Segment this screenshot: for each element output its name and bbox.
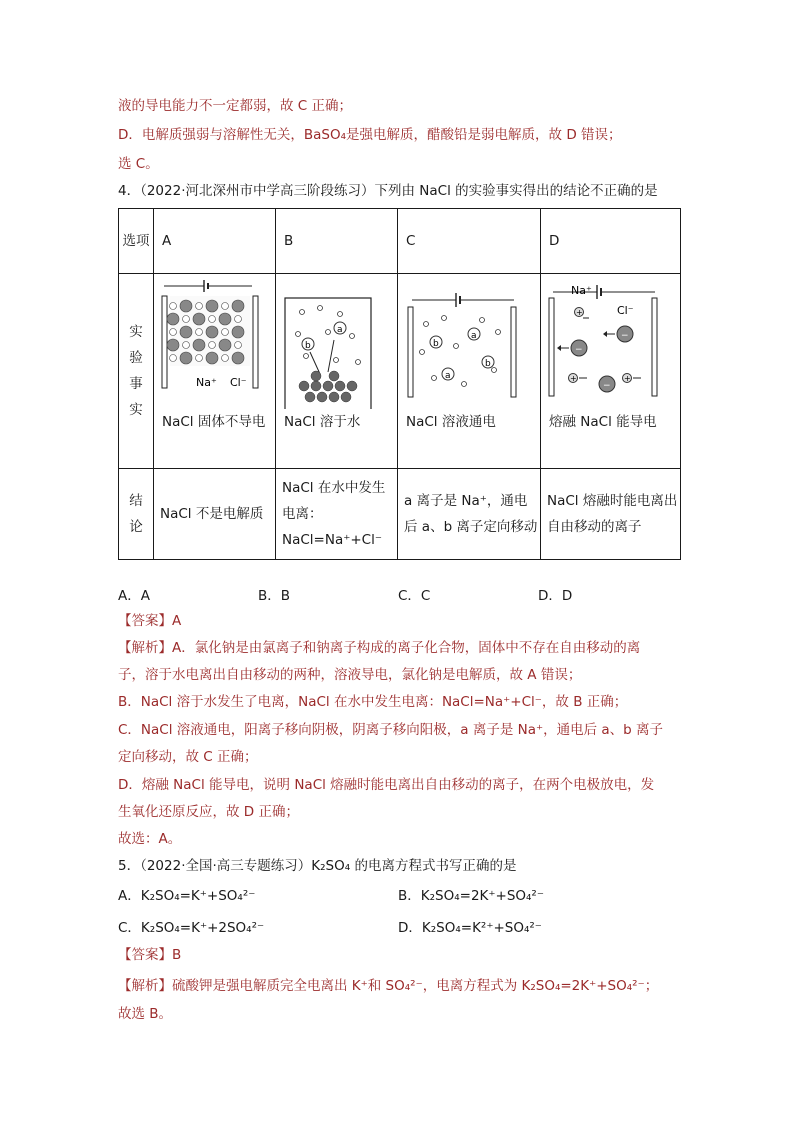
q5-choice-d: D．K₂SO₄=K²⁺+SO₄²⁻ (398, 920, 542, 936)
analysis-line-6: D．熔融 NaCl 能导电，说明 NaCl 熔融时能电离出自由移动的离子，在两个电极放电，发 (118, 777, 655, 793)
minus-sign-3: − (603, 381, 611, 391)
cl-label-d: Cl⁻ (617, 304, 634, 317)
option-d-header: D (541, 209, 681, 274)
question-4-answer: 【答案】A (118, 613, 182, 629)
electrolysis-solution-diagram (398, 274, 532, 409)
fact-d-cell (541, 274, 681, 469)
minus-sign-1: − (621, 331, 629, 341)
question-5-answer: 【答案】B (118, 947, 182, 963)
prev-analysis-line-3: 选 C。 (118, 156, 159, 172)
na-label: Na⁺ (196, 376, 217, 389)
fact-label: 实验事实 (119, 274, 154, 469)
header-label: 选项 (119, 209, 154, 274)
fact-a-caption: NaCl 固体不导电 (162, 414, 266, 430)
option-c-header: C (398, 209, 541, 274)
prev-analysis-line-2: D．电解质强弱与溶解性无关，BaSO₄是强电解质，醋酸铅是弱电解质，故 D 错误； (118, 127, 622, 143)
plus-sign-1: + (576, 308, 583, 317)
fact-b-caption: NaCl 溶于水 (284, 414, 361, 430)
label-b-b: b (305, 341, 311, 351)
label-b-c2: b (485, 359, 491, 369)
fact-c-caption: NaCl 溶液通电 (406, 414, 496, 430)
analysis-line-5: 定向移动，故 C 正确； (118, 749, 258, 765)
q5-analysis-line-1: 【解析】硫酸钾是强电解质完全电离出 K⁺和 SO₄²⁻，电离方程式为 K₂SO₄=2K⁺+SO₄²⁻； (118, 978, 659, 994)
minus-sign-2: − (575, 345, 583, 355)
choice-c: C．C (398, 588, 431, 604)
fact-b-cell (276, 274, 398, 469)
conclusion-c: a 离子是 Na⁺，通电后 a、b 离子定向移动 (398, 469, 541, 560)
option-a-header: A (154, 209, 276, 274)
q5-choice-c: C．K₂SO₄=K⁺+2SO₄²⁻ (118, 920, 265, 936)
choice-b: B．B (258, 588, 291, 604)
question-5-stem: 5．（2022·全国·高三专题练习）K₂SO₄ 的电离方程式书写正确的是 (118, 858, 517, 874)
dissolving-diagram (276, 274, 389, 409)
question-4-stem: 4．（2022·河北深州市中学高三阶段练习）下列由 NaCl 的实验事实得出的结论不正确的是 (118, 183, 658, 199)
analysis-line-1: 【解析】A．氯化钠是由氯离子和钠离子构成的离子化合物，固体中不存在自由移动的离 (118, 640, 641, 656)
analysis-line-4: C．NaCl 溶液通电，阳离子移向阴极，阴离子移向阳极，a 离子是 Na⁺，通电后 a、b 离子 (118, 722, 664, 738)
prev-analysis-line-1: 液的导电能力不一定都弱，故 C 正确； (118, 98, 353, 114)
plus-sign-2: + (570, 374, 577, 383)
na-label-d: Na⁺ (571, 284, 592, 297)
plus-sign-3: + (624, 374, 631, 383)
choice-a: A．A (118, 588, 150, 604)
fact-c-cell (398, 274, 541, 469)
q5-choice-b: B．K₂SO₄=2K⁺+SO₄²⁻ (398, 888, 544, 904)
label-a-c2: a (445, 371, 451, 381)
fact-a-cell (154, 274, 276, 469)
solid-nacl-diagram (154, 274, 275, 409)
label-b-c1: b (433, 339, 439, 349)
question-4-table (118, 208, 681, 560)
analysis-line-7: 生氧化还原反应，故 D 正确； (118, 804, 299, 820)
molten-nacl-diagram (541, 274, 672, 409)
cl-label: Cl⁻ (230, 376, 247, 389)
question-5-choices-row-2 (118, 916, 678, 936)
q5-choice-a: A．K₂SO₄=K⁺+SO₄²⁻ (118, 888, 256, 904)
label-a-b: a (337, 325, 343, 335)
conclusion-b: NaCl 在水中发生电离：NaCl=Na⁺+Cl⁻ (276, 469, 398, 560)
q5-analysis-line-2: 故选 B。 (118, 1006, 173, 1022)
question-5-choices-row-1 (118, 884, 678, 904)
analysis-line-8: 故选：A。 (118, 831, 182, 847)
question-4-choices (118, 584, 678, 604)
label-a-c1: a (471, 331, 477, 341)
choice-d: D．D (538, 588, 573, 604)
conclusion-d: NaCl 熔融时能电离出自由移动的离子 (541, 469, 681, 560)
analysis-line-2: 子，溶于水电离出自由移动的两种，溶液导电，氯化钠是电解质，故 A 错误； (118, 667, 582, 683)
option-b-header: B (276, 209, 398, 274)
conclusion-a: NaCl 不是电解质 (154, 469, 276, 560)
conclusion-label: 结论 (119, 469, 154, 560)
analysis-line-3: B．NaCl 溶于水发生了电离，NaCl 在水中发生电离：NaCl=Na⁺+Cl⁻，故 B 正确； (118, 694, 628, 710)
fact-d-caption: 熔融 NaCl 能导电 (549, 414, 657, 430)
